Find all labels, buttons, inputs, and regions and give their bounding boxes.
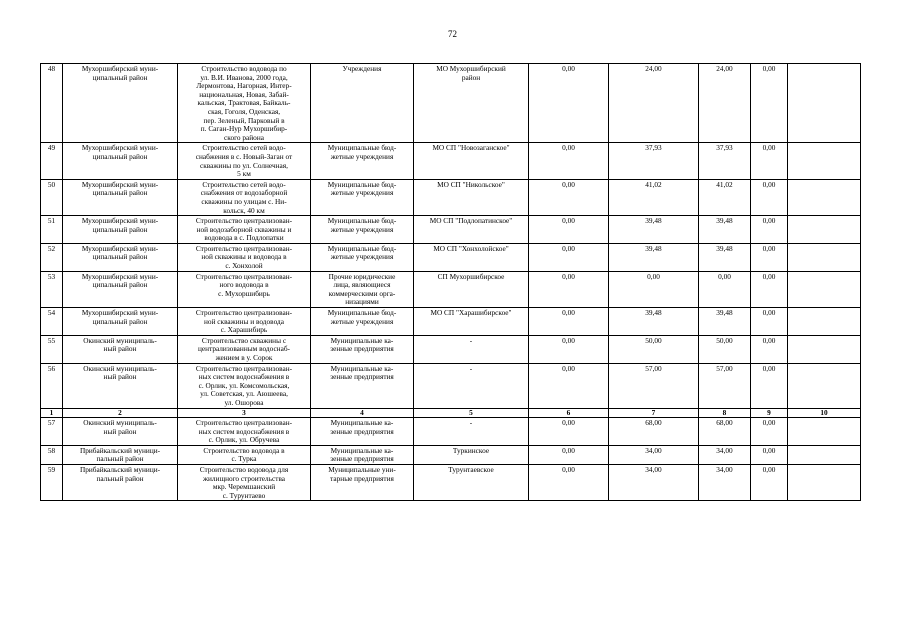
municipality-cell: - bbox=[414, 363, 529, 408]
column-number: 9 bbox=[751, 408, 788, 417]
amount-cell-col8: 39,48 bbox=[699, 216, 751, 244]
table-row bbox=[41, 216, 861, 244]
amount-cell-col10 bbox=[788, 417, 861, 445]
amount-cell-col10 bbox=[788, 445, 861, 464]
district-cell: Окинский муниципаль- ный район bbox=[63, 363, 178, 408]
amount-cell-col7: 34,00 bbox=[609, 445, 699, 464]
municipality-cell: Туркинское bbox=[414, 445, 529, 464]
financing-table bbox=[40, 63, 861, 501]
amount-cell-col8: 37,93 bbox=[699, 143, 751, 179]
amount-cell-col6: 0,00 bbox=[529, 417, 609, 445]
district-cell: Прибайкальский муници- пальный район bbox=[63, 445, 178, 464]
amount-cell-col9: 0,00 bbox=[751, 143, 788, 179]
recipient-type-cell: Муниципальные ка- зенные предприятия bbox=[311, 445, 414, 464]
district-cell: Мухоршибирский муни- ципальный район bbox=[63, 271, 178, 307]
table-body-top bbox=[41, 64, 861, 409]
amount-cell-col6: 0,00 bbox=[529, 143, 609, 179]
row-number: 57 bbox=[41, 417, 63, 445]
column-number: 8 bbox=[699, 408, 751, 417]
amount-cell-col6: 0,00 bbox=[529, 243, 609, 271]
amount-cell-col7: 39,48 bbox=[609, 216, 699, 244]
amount-cell-col9: 0,00 bbox=[751, 445, 788, 464]
project-cell: Строительство централизован- ных систем водоснабжения в с. Орлик, ул. Комсомольская, ул. Советская, ул. Аюшеева, ул. Ошорова bbox=[178, 363, 311, 408]
project-cell: Строительство сетей водо- снабжения в с. Новый-Заган от скважины по ул. Солнечная, 5 км bbox=[178, 143, 311, 179]
amount-cell-col10 bbox=[788, 335, 861, 363]
project-cell: Строительство водовода по ул. В.И. Иванова, 2000 года, Лермонтова, Нагорная, Интер- национальная, Новая, Забай- кальская, Трактовая, Байкаль- ская, Гоголя, Оденская, пер. Зеленый, Парковый в п. Саган-Нур Мухоршибир- ского района bbox=[178, 64, 311, 143]
table-row bbox=[41, 271, 861, 307]
amount-cell-col8: 41,02 bbox=[699, 179, 751, 215]
amount-cell-col10 bbox=[788, 363, 861, 408]
amount-cell-col10 bbox=[788, 143, 861, 179]
municipality-cell: МО Мухоршибирский район bbox=[414, 64, 529, 143]
district-cell: Мухоршибирский муни- ципальный район bbox=[63, 308, 178, 336]
column-number: 3 bbox=[178, 408, 311, 417]
page-number: 72 bbox=[448, 29, 457, 39]
project-cell: Строительство централизован- ной водозаборной скважины и водовода в с. Подлопатки bbox=[178, 216, 311, 244]
amount-cell-col6: 0,00 bbox=[529, 335, 609, 363]
municipality-cell: МО СП "Подлопатинское" bbox=[414, 216, 529, 244]
recipient-type-cell: Муниципальные уни- тарные предприятия bbox=[311, 464, 414, 500]
project-cell: Строительство централизован- ной скважины и водовода в с. Хонхолой bbox=[178, 243, 311, 271]
district-cell: Мухоршибирский муни- ципальный район bbox=[63, 243, 178, 271]
amount-cell-col7: 34,00 bbox=[609, 464, 699, 500]
column-number: 7 bbox=[609, 408, 699, 417]
amount-cell-col9: 0,00 bbox=[751, 363, 788, 408]
amount-cell-col6: 0,00 bbox=[529, 445, 609, 464]
row-number: 53 bbox=[41, 271, 63, 307]
row-number: 49 bbox=[41, 143, 63, 179]
row-number: 48 bbox=[41, 64, 63, 143]
column-number-row bbox=[41, 408, 861, 417]
amount-cell-col7: 41,02 bbox=[609, 179, 699, 215]
amount-cell-col9: 0,00 bbox=[751, 335, 788, 363]
amount-cell-col6: 0,00 bbox=[529, 464, 609, 500]
district-cell: Окинский муниципаль- ный район bbox=[63, 417, 178, 445]
amount-cell-col10 bbox=[788, 271, 861, 307]
amount-cell-col8: 0,00 bbox=[699, 271, 751, 307]
amount-cell-col9: 0,00 bbox=[751, 464, 788, 500]
row-number: 50 bbox=[41, 179, 63, 215]
municipality-cell: - bbox=[414, 417, 529, 445]
amount-cell-col10 bbox=[788, 464, 861, 500]
amount-cell-col9: 0,00 bbox=[751, 308, 788, 336]
row-number: 51 bbox=[41, 216, 63, 244]
recipient-type-cell: Учреждения bbox=[311, 64, 414, 143]
column-number: 6 bbox=[529, 408, 609, 417]
amount-cell-col8: 39,48 bbox=[699, 308, 751, 336]
amount-cell-col7: 39,48 bbox=[609, 308, 699, 336]
project-cell: Строительство сетей водо- снабжения от водозаборной скважины по улицам с. Ни- кольск, 40 км bbox=[178, 179, 311, 215]
amount-cell-col7: 68,00 bbox=[609, 417, 699, 445]
amount-cell-col6: 0,00 bbox=[529, 308, 609, 336]
district-cell: Прибайкальский муници- пальный район bbox=[63, 464, 178, 500]
amount-cell-col10 bbox=[788, 64, 861, 143]
amount-cell-col10 bbox=[788, 308, 861, 336]
district-cell: Мухоршибирский муни- ципальный район bbox=[63, 143, 178, 179]
amount-cell-col7: 37,93 bbox=[609, 143, 699, 179]
amount-cell-col10 bbox=[788, 243, 861, 271]
district-cell: Мухоршибирский муни- ципальный район bbox=[63, 179, 178, 215]
recipient-type-cell: Муниципальные ка- зенные предприятия bbox=[311, 417, 414, 445]
column-number: 1 bbox=[41, 408, 63, 417]
table-row bbox=[41, 363, 861, 408]
municipality-cell: СП Мухоршибирское bbox=[414, 271, 529, 307]
recipient-type-cell: Муниципальные бюд- жетные учреждения bbox=[311, 143, 414, 179]
row-number: 58 bbox=[41, 445, 63, 464]
amount-cell-col9: 0,00 bbox=[751, 417, 788, 445]
recipient-type-cell: Муниципальные ка- зенные предприятия bbox=[311, 363, 414, 408]
recipient-type-cell: Прочие юридические лица, являющиеся коммерческими орга- низациями bbox=[311, 271, 414, 307]
municipality-cell: МО СП "Новозаганское" bbox=[414, 143, 529, 179]
amount-cell-col7: 0,00 bbox=[609, 271, 699, 307]
table-row bbox=[41, 464, 861, 500]
column-number: 2 bbox=[63, 408, 178, 417]
project-cell: Строительство водовода для жилищного строительства мкр. Черемшанский с. Турунтаево bbox=[178, 464, 311, 500]
amount-cell-col8: 57,00 bbox=[699, 363, 751, 408]
amount-cell-col6: 0,00 bbox=[529, 363, 609, 408]
municipality-cell: МО СП "Никольское" bbox=[414, 179, 529, 215]
amount-cell-col9: 0,00 bbox=[751, 64, 788, 143]
amount-cell-col8: 50,00 bbox=[699, 335, 751, 363]
amount-cell-col7: 57,00 bbox=[609, 363, 699, 408]
amount-cell-col8: 68,00 bbox=[699, 417, 751, 445]
recipient-type-cell: Муниципальные бюд- жетные учреждения bbox=[311, 179, 414, 215]
amount-cell-col8: 39,48 bbox=[699, 243, 751, 271]
column-number: 5 bbox=[414, 408, 529, 417]
column-number-header bbox=[41, 408, 861, 417]
project-cell: Строительство централизован- ных систем водоснабжения в с. Орлик, ул. Обручева bbox=[178, 417, 311, 445]
municipality-cell: Турунтаевское bbox=[414, 464, 529, 500]
project-cell: Строительство скважины с централизованным водоснаб- жением в у. Сорок bbox=[178, 335, 311, 363]
table-row bbox=[41, 64, 861, 143]
recipient-type-cell: Муниципальные бюд- жетные учреждения bbox=[311, 216, 414, 244]
table-row bbox=[41, 243, 861, 271]
municipality-cell: МО СП "Харашибирское" bbox=[414, 308, 529, 336]
amount-cell-col6: 0,00 bbox=[529, 216, 609, 244]
amount-cell-col9: 0,00 bbox=[751, 243, 788, 271]
amount-cell-col7: 24,00 bbox=[609, 64, 699, 143]
amount-cell-col10 bbox=[788, 216, 861, 244]
amount-cell-col6: 0,00 bbox=[529, 271, 609, 307]
amount-cell-col9: 0,00 bbox=[751, 179, 788, 215]
column-number: 10 bbox=[788, 408, 861, 417]
amount-cell-col7: 50,00 bbox=[609, 335, 699, 363]
row-number: 55 bbox=[41, 335, 63, 363]
amount-cell-col8: 34,00 bbox=[699, 464, 751, 500]
recipient-type-cell: Муниципальные ка- зенные предприятия bbox=[311, 335, 414, 363]
amount-cell-col6: 0,00 bbox=[529, 179, 609, 215]
amount-cell-col6: 0,00 bbox=[529, 64, 609, 143]
row-number: 56 bbox=[41, 363, 63, 408]
row-number: 52 bbox=[41, 243, 63, 271]
recipient-type-cell: Муниципальные бюд- жетные учреждения bbox=[311, 308, 414, 336]
table-row bbox=[41, 143, 861, 179]
amount-cell-col9: 0,00 bbox=[751, 271, 788, 307]
project-cell: Строительство водовода в с. Турка bbox=[178, 445, 311, 464]
municipality-cell: МО СП "Хонхолойское" bbox=[414, 243, 529, 271]
amount-cell-col7: 39,48 bbox=[609, 243, 699, 271]
row-number: 59 bbox=[41, 464, 63, 500]
amount-cell-col10 bbox=[788, 179, 861, 215]
district-cell: Окинский муниципаль- ный район bbox=[63, 335, 178, 363]
row-number: 54 bbox=[41, 308, 63, 336]
amount-cell-col9: 0,00 bbox=[751, 216, 788, 244]
column-number: 4 bbox=[311, 408, 414, 417]
table-row bbox=[41, 179, 861, 215]
table-body-bottom bbox=[41, 417, 861, 500]
table-row bbox=[41, 335, 861, 363]
table-row bbox=[41, 308, 861, 336]
table-row bbox=[41, 445, 861, 464]
amount-cell-col8: 34,00 bbox=[699, 445, 751, 464]
project-cell: Строительство централизован- ной скважины и водовода с. Харашибирь bbox=[178, 308, 311, 336]
municipality-cell: - bbox=[414, 335, 529, 363]
table-row bbox=[41, 417, 861, 445]
recipient-type-cell: Муниципальные бюд- жетные учреждения bbox=[311, 243, 414, 271]
project-cell: Строительство централизован- ного водовода в с. Мухоршибирь bbox=[178, 271, 311, 307]
district-cell: Мухоршибирский муни- ципальный район bbox=[63, 64, 178, 143]
amount-cell-col8: 24,00 bbox=[699, 64, 751, 143]
district-cell: Мухоршибирский муни- ципальный район bbox=[63, 216, 178, 244]
